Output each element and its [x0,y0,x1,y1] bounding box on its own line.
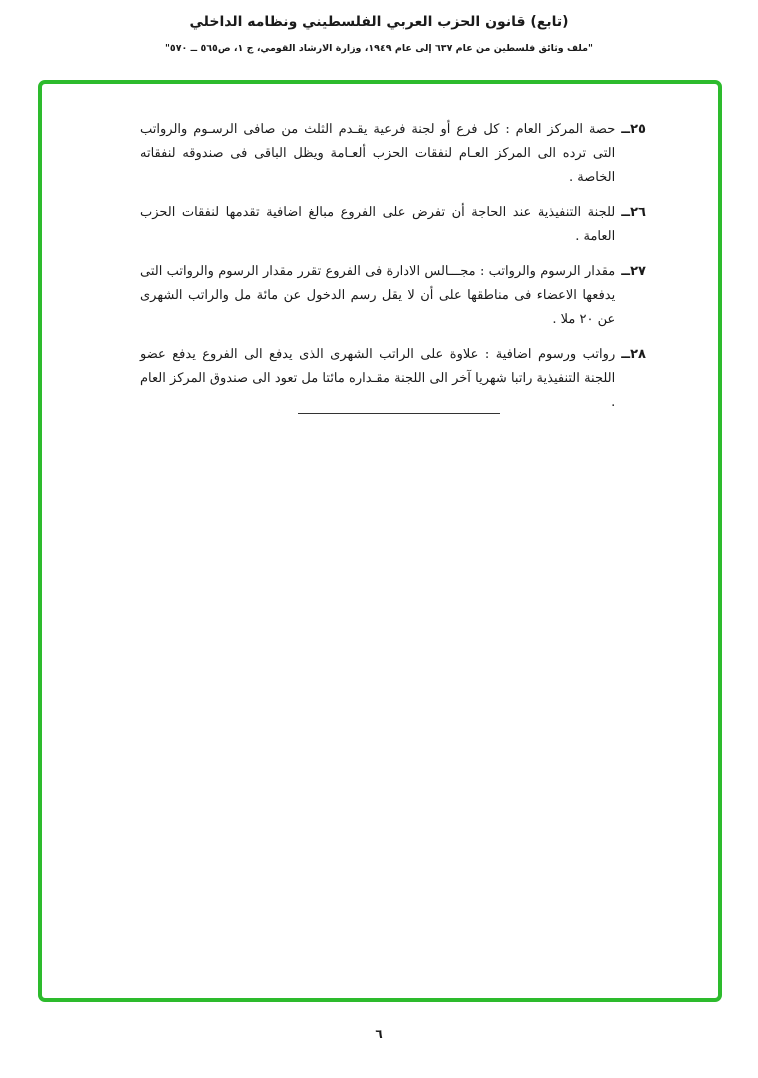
article-number: ٢٥ــ [621,122,646,137]
article-number: ٢٨ــ [621,347,646,362]
section-end-divider [298,413,500,414]
article-text: للجنة التنفيذية عند الحاجة أن تفرض على الفروع مبالغ اضافية تقدمها لنفقات الحزب العامة . [140,205,616,244]
article-27 [140,260,646,332]
article-26 [140,201,646,249]
article-text: مقدار الرسوم والرواتب : مجـــالس الادارة فى الفروع تقرر مقدار الرسوم والرواتب التى يدفعها الاعضاء فى مناطقها على أن لا يقل رسم الدخول عن مائة مل والراتب الشهرى عن ٢٠ ملا . [140,264,616,327]
article-28 [140,343,646,415]
document-title: (تابع) قانون الحزب العربي الفلسطيني ونظامه الداخلي [189,14,569,30]
page-number: ٦ [375,1027,383,1041]
article-number: ٢٧ــ [621,264,646,279]
articles-list [140,118,646,426]
article-text: حصة المركز العام : كل فرع أو لجنة فرعية يقـدم الثلث من صافى الرسـوم والرواتب التى ترده الى المركز العـام لنفقات الحزب ألعـامة ويظل الباقى فى صندوقه لنفقاته الخاصة . [140,122,616,185]
article-text: رواتب ورسوم اضافية : علاوة على الراتب الشهرى الذى يدفع الى الفروع يدفع عضو اللجنة التنفيذية راتبا شهريا آخر الى اللجنة مقـداره مائتا مل تعود الى صندوق المركز العام . [140,347,616,410]
article-number: ٢٦ــ [621,205,646,220]
article-25 [140,118,646,190]
source-citation: "ملف وثائق فلسطين من عام ٦٣٧ إلى عام ١٩٤٩، وزارة الارشاد القومي، ج ١، ص٥٦٥ ــ ٥٧٠" [164,43,594,54]
page-header [0,12,758,56]
